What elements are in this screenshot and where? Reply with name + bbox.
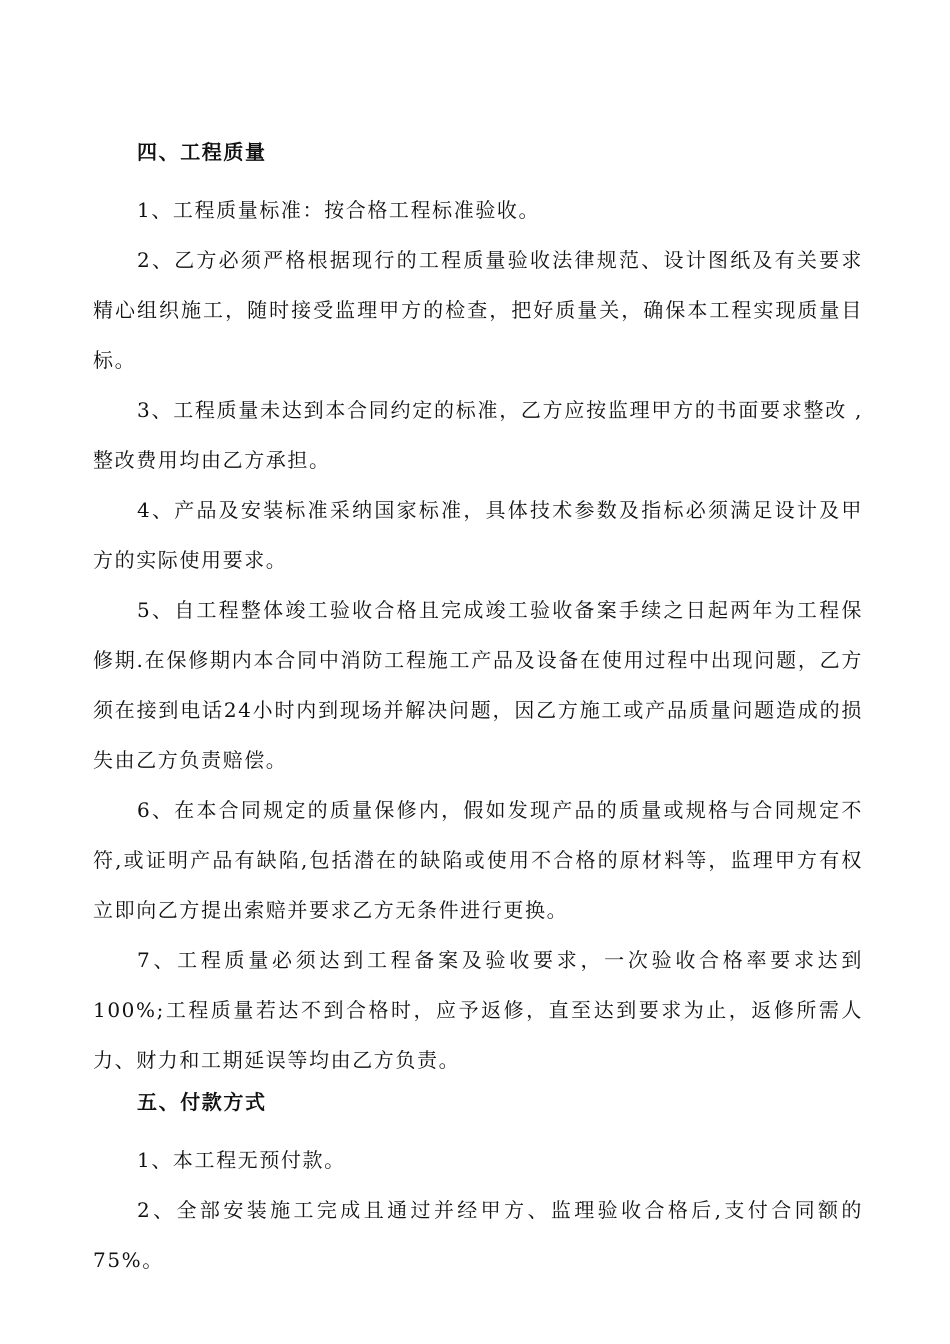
document-body <box>93 135 863 1285</box>
paragraph-quality-4: 4、产品及安装标准采纳国家标准，具体技术参数及指标必须满足设计及甲方的实际使用要求。 <box>93 498 863 572</box>
paragraph-quality-2: 2、乙方必须严格根据现行的工程质量验收法律规范、设计图纸及有关要求精心组织施工，随时接受监理甲方的检查，把好质量关，确保本工程实现质量目标。 <box>93 248 863 372</box>
paragraph-quality-7: 7、工程质量必须达到工程备案及验收要求，一次验收合格率要求达到100%;工程质量若达不到合格时，应予返修，直至达到要求为止，返修所需人力、财力和工期延误等均由乙方负责。 <box>93 948 863 1072</box>
section-heading-quality: 四、工程质量 <box>137 140 267 164</box>
paragraph-payment-1: 1、本工程无预付款。 <box>137 1148 346 1172</box>
paragraph-quality-6: 6、在本合同规定的质量保修内，假如发现产品的质量或规格与合同规定不符,或证明产品有缺陷,包括潜在的缺陷或使用不合格的原材料等，监理甲方有权立即向乙方提出索赔并要求乙方无条件进行更换。 <box>93 798 863 922</box>
paragraph-payment-2: 2、全部安装施工完成且通过并经甲方、监理验收合格后,支付合同额的75%。 <box>93 1198 863 1272</box>
paragraph-quality-1: 1、工程质量标准：按合格工程标准验收。 <box>137 198 541 222</box>
paragraph-quality-5: 5、自工程整体竣工验收合格且完成竣工验收备案手续之日起两年为工程保修期.在保修期内本合同中消防工程施工产品及设备在使用过程中出现问题，乙方须在接到电话24小时内到现场并解决问题，因乙方施工或产品质量问题造成的损失由乙方负责赔偿。 <box>93 598 863 772</box>
paragraph-quality-3: 3、工程质量未达到本合同约定的标准，乙方应按监理甲方的书面要求整改 ,整改费用均由乙方承担。 <box>93 398 863 472</box>
section-heading-payment: 五、付款方式 <box>137 1090 267 1114</box>
